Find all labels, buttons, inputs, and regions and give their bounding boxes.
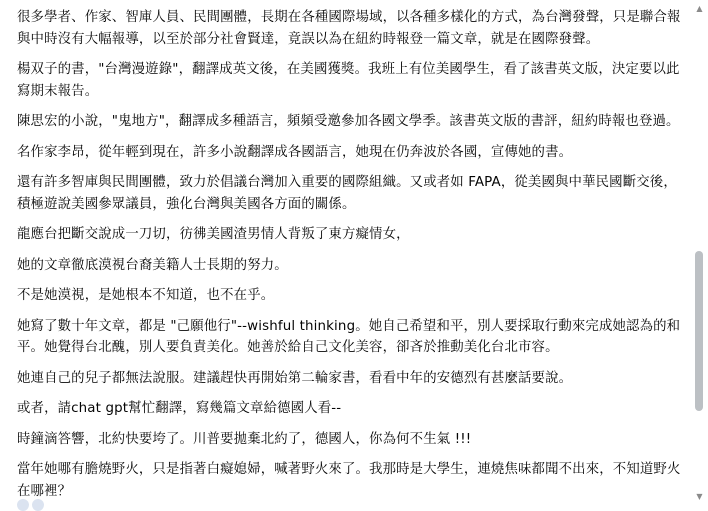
avatar: [32, 499, 44, 511]
post-paragraph: 她的文章徹底漠視台裔美籍人士長期的努力。: [17, 257, 288, 273]
reaction-avatars: [17, 499, 44, 511]
post-paragraph: 時鐘滴答響，北約快要垮了。川普要拋棄北約了，德國人，你為何不生氣 !!!: [17, 431, 472, 447]
post-body: [17, 7, 689, 511]
post-paragraph: 或者，請chat gpt幫忙翻譯，寫幾篇文章給德國人看--: [17, 401, 342, 416]
avatar: [17, 499, 29, 511]
post-paragraph: 名作家李昂，從年輕到現在，許多小說翻譯成各國語言，她現在仍奔波於各國，宣傳她的書。: [17, 144, 573, 160]
scrollbar-thumb[interactable]: [695, 251, 703, 411]
post-paragraph: 很多學者、作家、智庫人員、民間團體，長期在各種國際場域，以各種多樣化的方式，為台灣發聲，只是聯合報與中時沒有大幅報導，以至於部分社會賢達，竟誤以為在紐約時報登一篇文章，就是在國際發聲。: [17, 10, 681, 47]
post-paragraph: 她寫了數十年文章，都是 "己願他行"--wishful thinking。她自己希望和平，別人要採取行動來完成她認為的和平。她覺得台北醜，別人要負責美化。她善於給自己文化美容，卻吝於推動美化台北市容。: [17, 318, 681, 355]
post-paragraph: 楊双子的書，"台灣漫遊錄"，翻譯成英文後，在美國獲獎。我班上有位美國學生，看了該書英文版，決定要以此寫期末報告。: [17, 62, 680, 99]
post-paragraph: 她連自己的兒子都無法說服。建議趕快再開始第二輪家書，看看中年的安德烈有甚麼話要說。: [17, 370, 573, 386]
post-paragraph: 還有許多智庫與民間團體，致力於倡議台灣加入重要的國際組織。又或者如 FAPA，從美國與中華民國斷交後，積極遊說美國參眾議員，強化台灣與美國各方面的關係。: [17, 175, 677, 212]
post-paragraph: 當年她哪有膽燒野火，只是指著白癡媳婦，喊著野火來了。我那時是大學生，連燒焦味都聞不出來，不知道野火在哪裡？: [17, 462, 681, 499]
post-paragraph: 陳思宏的小說，"鬼地方"，翻譯成多種語言，頻頻受邀參加各國文學季。該書英文版的書評，紐約時報也登過。: [17, 114, 680, 129]
post-paragraph: 龍應台把斷交說成一刀切，彷彿美國渣男情人背叛了東方癡情女，: [17, 227, 410, 242]
scroll-up-arrow-icon[interactable]: ▲: [696, 4, 703, 13]
post-paragraph: 不是她漠視，是她根本不知道，也不在乎。: [17, 288, 275, 303]
scroll-down-arrow-icon[interactable]: ▼: [696, 492, 703, 501]
vertical-scrollbar[interactable]: [691, 0, 708, 505]
